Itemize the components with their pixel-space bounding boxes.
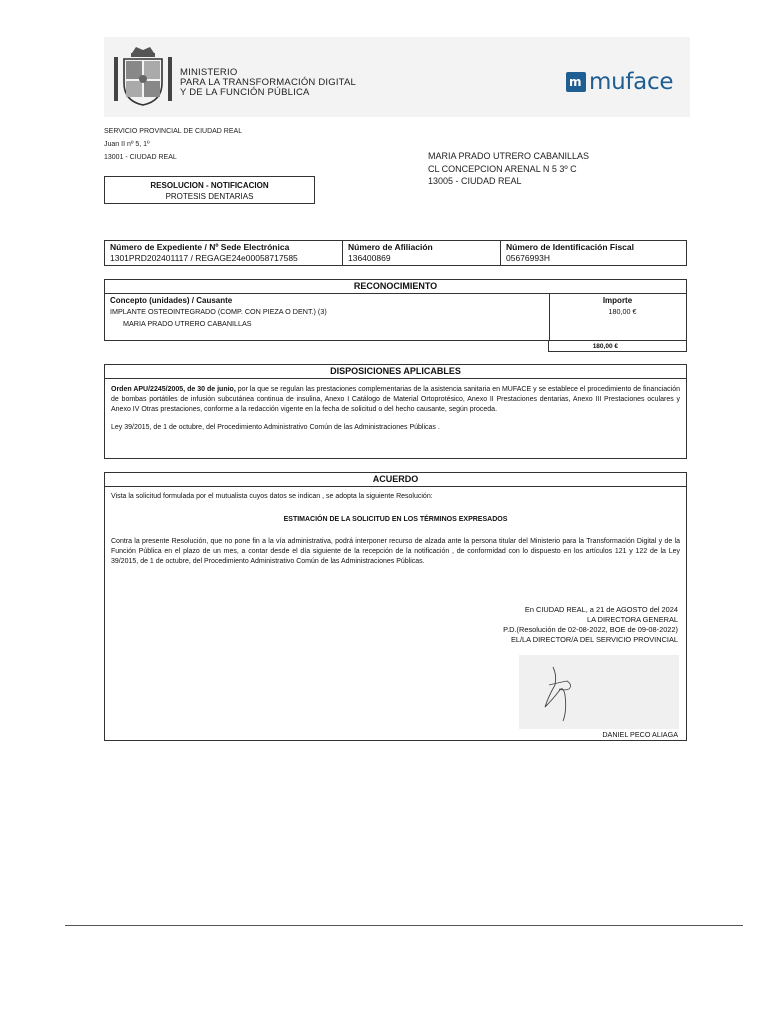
reconocimiento-section xyxy=(104,279,687,341)
table-cell xyxy=(105,241,343,266)
table-cell xyxy=(343,241,501,266)
muface-mark-icon: m xyxy=(566,72,586,92)
resolution-title: RESOLUCION - NOTIFICACION xyxy=(150,181,269,190)
disposiciones-section xyxy=(104,364,687,459)
expediente-label: Número de Expediente / Nº Sede Electrónica xyxy=(110,242,290,252)
page-divider xyxy=(65,925,743,926)
recipient-name: MARIA PRADO UTRERO CABANILLAS xyxy=(428,151,590,161)
place-date: En CIUDAD REAL, a 21 de AGOSTO del 2024 xyxy=(524,605,678,614)
recipient-street: CL CONCEPCION ARENAL N 5 3º C xyxy=(428,163,577,174)
identifiers-table xyxy=(104,240,687,266)
sender-address xyxy=(104,125,242,164)
sender-line: 13001 - CIUDAD REAL xyxy=(104,154,177,161)
table-row xyxy=(105,241,687,266)
order-reference: Orden APU/2245/2005, de 30 de junio, xyxy=(111,386,236,393)
afiliacion-label: Número de Afiliación xyxy=(348,242,433,252)
expediente-value: 1301PRD202401117 / REGAGE24e00058717585 xyxy=(110,253,298,263)
causante-text: MARIA PRADO UTRERO CABANILLAS xyxy=(123,319,252,328)
acuerdo-decision: ESTIMACIÓN DE LA SOLICITUD EN LOS TÉRMINOS EXPRESADOS xyxy=(283,516,508,523)
concept-header: Concepto (unidades) / Causante xyxy=(110,296,233,305)
recipient-address xyxy=(428,150,589,188)
total-amount: 180,00 € xyxy=(548,340,687,352)
sender-line: Juan II nº 5, 1º xyxy=(104,141,150,148)
ministry-line: PARA LA TRANSFORMACIÓN DIGITAL xyxy=(180,77,356,88)
delegation-reference: P.D.(Resolución de 02-08-2022, BOE de 09-08-2022) xyxy=(503,625,678,634)
amount-header: Importe xyxy=(602,296,633,305)
resolution-subtitle: PROTESIS DENTARIAS xyxy=(165,192,254,201)
ministry-line: Y DE LA FUNCIÓN PÚBLICA xyxy=(180,87,310,98)
acuerdo-section xyxy=(104,472,687,741)
afiliacion-value: 136400869 xyxy=(348,253,391,263)
section-title: DISPOSICIONES APLICABLES xyxy=(105,365,686,379)
acuerdo-recurso: Contra la presente Resolución, que no pone fin a la vía administrativa, podrá interponer recurso de alzada ante la persona titular del Ministerio para la Transformación Digital y de la Función Pública en el plazo de un mes, a contar desde el día siguiente de la recepción de la notificación , de conformidad con lo dispuesto en los artículos 121 y 122 de la Ley 39/2015, de 1 de octubre, del Procedimiento Administrativo Común de las Administraciones Públicas. xyxy=(111,538,680,565)
acuerdo-body xyxy=(105,487,686,572)
nif-value: 05676993H xyxy=(506,253,550,263)
handwritten-signature xyxy=(519,655,679,729)
acuerdo-intro: Vista la solicitud formulada por el mutualista cuyos datos se indican , se adopta la siguiente Resolución: xyxy=(111,493,433,500)
signer-role: LA DIRECTORA GENERAL xyxy=(586,615,678,624)
disposicion-paragraph: Ley 39/2015, de 1 de octubre, del Procedimiento Administrativo Común de las Administraciones Públicas . xyxy=(111,424,440,431)
concept-text: IMPLANTE OSTEOINTEGRADO (COMP. CON PIEZA O DENT.) (3) xyxy=(110,307,327,316)
nif-label: Número de Identificación Fiscal xyxy=(506,242,635,252)
section-title: ACUERDO xyxy=(105,473,686,487)
concept-column xyxy=(105,293,550,340)
signer-role: EL/LA DIRECTOR/A DEL SERVICIO PROVINCIAL xyxy=(510,635,678,644)
disposicion-paragraph xyxy=(111,385,680,415)
disposiciones-body xyxy=(105,379,686,433)
amount-column xyxy=(549,293,686,340)
signature-block xyxy=(503,605,678,645)
table-cell xyxy=(501,241,687,266)
amount-value: 180,00 € xyxy=(608,307,637,316)
order-description: por la que se regulan las prestaciones complementarias de la asistencia sanitaria en MUFACE y se establece el procedimiento de financiación de bombas portátiles de infusión subcutánea continua de insulina, Anexo I Catálogo de Material Ortoprotésico, Anexo II Prestaciones dentarias, Anexo III Prestaciones oculares y Anexo IV Otras prestaciones, conforme a la redacción vigente en la fecha de solicitud o del hecho causante, según proceda. xyxy=(111,386,680,413)
recipient-city: 13005 - CIUDAD REAL xyxy=(428,176,522,186)
resolution-type-box xyxy=(104,176,315,204)
ministry-line: MINISTERIO xyxy=(180,67,238,78)
muface-wordmark: muface xyxy=(589,69,674,95)
signer-name: DANIEL PECO ALIAGA xyxy=(602,730,678,739)
ministry-name xyxy=(180,68,356,98)
sender-line: SERVICIO PROVINCIAL DE CIUDAD REAL xyxy=(104,128,243,135)
section-title: RECONOCIMIENTO xyxy=(105,280,686,294)
muface-logo xyxy=(566,70,673,94)
coat-of-arms-icon xyxy=(114,45,172,109)
